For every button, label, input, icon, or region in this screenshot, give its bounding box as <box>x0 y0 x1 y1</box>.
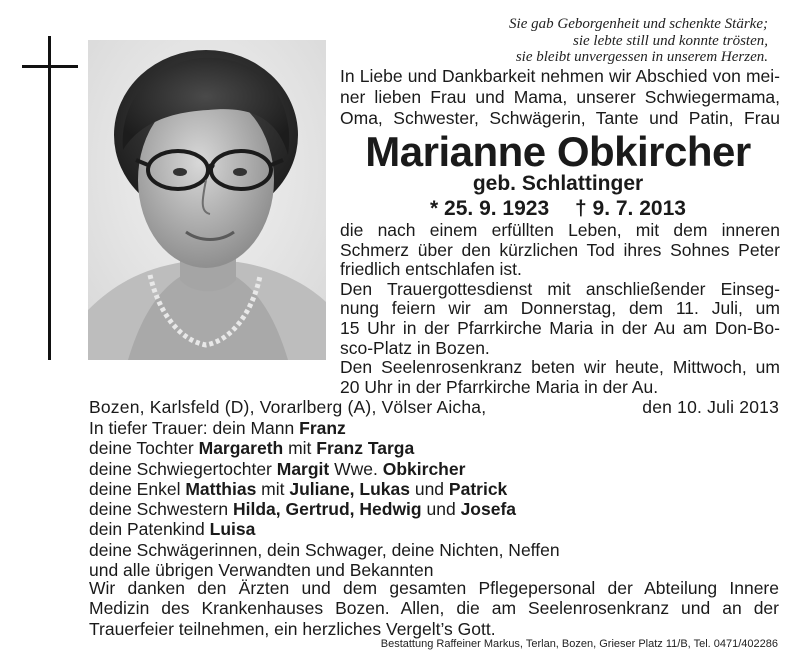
cross-icon <box>48 36 51 360</box>
mourner-line <box>89 418 779 438</box>
deceased-name: Marianne Obkircher <box>365 128 751 175</box>
intro-text <box>340 66 780 129</box>
dateline-places: Bozen, Karlsfeld (D), Vorarlberg (A), Völser Aicha, <box>89 397 487 417</box>
intro-line: In Liebe und Dankbarkeit nehmen wir Abschied von mei- <box>340 66 780 86</box>
mourner-text: und <box>421 499 461 520</box>
poem <box>428 16 768 66</box>
maiden-name: geb. Schlattinger <box>472 172 644 195</box>
mourner-line <box>89 459 779 479</box>
mourner-text: dein Patenkind <box>89 519 210 540</box>
announcement-text <box>340 221 780 397</box>
poem-line: sie bleibt unvergessen in unserem Herzen. <box>515 49 768 65</box>
mourner-text: deine Schwestern <box>89 499 233 520</box>
mourner-line <box>89 438 779 458</box>
mourner-text: mit <box>283 438 317 459</box>
mourner-name: Josefa <box>460 499 517 520</box>
intro-line: Oma, Schwester, Schwägerin, Tante und Patin, Frau <box>340 108 780 128</box>
death-date: † 9. 7. 2013 <box>575 197 686 220</box>
intro-line: ner lieben Frau und Mama, unserer Schwiegermama, <box>340 87 780 107</box>
mourner-name: Hilda, Gertrud, Hedwig <box>232 499 422 520</box>
mourner-name: Franz Targa <box>316 438 415 459</box>
mourner-line <box>89 499 779 519</box>
text-line: Schmerz über den kürzlichen Tod ihres Sohnes Peter <box>340 239 780 260</box>
thanks-text <box>89 578 779 639</box>
mourner-name: Luisa <box>209 519 256 540</box>
text-line: Den Seelenrosenkranz beten wir heute, Mittwoch, um <box>340 357 780 378</box>
thanks-line: Medizin des Krankenhauses Bozen. Allen, die am Seelenrosenkranz und an der <box>89 598 779 619</box>
mourner-text: mit <box>256 478 290 499</box>
mourners-list <box>89 418 779 580</box>
mourner-text: deine Tochter <box>89 438 199 459</box>
text-line: 15 Uhr in der Pfarrkirche Maria in der Au am Don-Bo- <box>340 317 780 338</box>
text-line: 20 Uhr in der Pfarrkirche Maria in der Au. <box>340 376 659 397</box>
portrait-photo <box>88 40 326 360</box>
mourner-text: Wwe. <box>329 458 383 479</box>
mourner-name: Franz <box>299 418 346 438</box>
mourner-name: Margareth <box>198 438 284 459</box>
poem-line: sie lebte still und konnte trösten, <box>573 32 768 49</box>
mourner-name: Juliane, Lukas <box>289 478 410 499</box>
dateline <box>89 396 779 418</box>
text-line: friedlich entschlafen ist. <box>340 259 522 280</box>
text-line: sco-Platz in Bozen. <box>340 337 490 358</box>
text-line: Den Trauergottesdienst mit anschließender Einseg- <box>340 278 780 299</box>
dateline-date: den 10. Juli 2013 <box>642 397 779 417</box>
mourner-text: In tiefer Trauer: dein Mann <box>89 418 300 438</box>
mourner-name: Obkircher <box>382 458 466 479</box>
mourner-text: und alle übrigen Verwandten und Bekannten <box>89 560 434 581</box>
mourner-line <box>89 479 779 499</box>
mourner-line <box>89 540 779 560</box>
mourner-line <box>89 519 779 539</box>
thanks-line: Wir danken den Ärzten und dem gesamten Pflegepersonal der Abteilung Innere <box>89 578 779 598</box>
text-line: die nach einem erfüllten Leben, mit dem inneren <box>340 220 780 240</box>
mourner-name: Patrick <box>448 478 508 499</box>
mourner-text: deine Enkel <box>89 478 186 499</box>
mourner-text: deine Schwiegertochter <box>89 458 277 479</box>
cross-icon-bar <box>22 65 78 68</box>
thanks-line: Trauerfeier teilnehmen, ein herzliches Vergelt’s Gott. <box>89 618 496 639</box>
text-line: nung feiern wir am Donnerstag, dem 11. Juli, um <box>340 298 780 319</box>
mourner-name: Matthias <box>185 478 257 499</box>
life-dates <box>336 197 780 221</box>
poem-line: Sie gab Geborgenheit und schenkte Stärke; <box>509 16 768 32</box>
mourner-text: deine Schwägerinnen, dein Schwager, deine Nichten, Neffen <box>89 539 560 560</box>
funeral-home-footer: Bestattung Raffeiner Markus, Terlan, Bozen, Grieser Platz 11/B, Tel. 0471/402286 <box>380 638 778 650</box>
mourner-text: und <box>409 478 449 499</box>
birth-date: * 25. 9. 1923 <box>430 197 550 220</box>
mourner-name: Margit <box>276 458 330 479</box>
